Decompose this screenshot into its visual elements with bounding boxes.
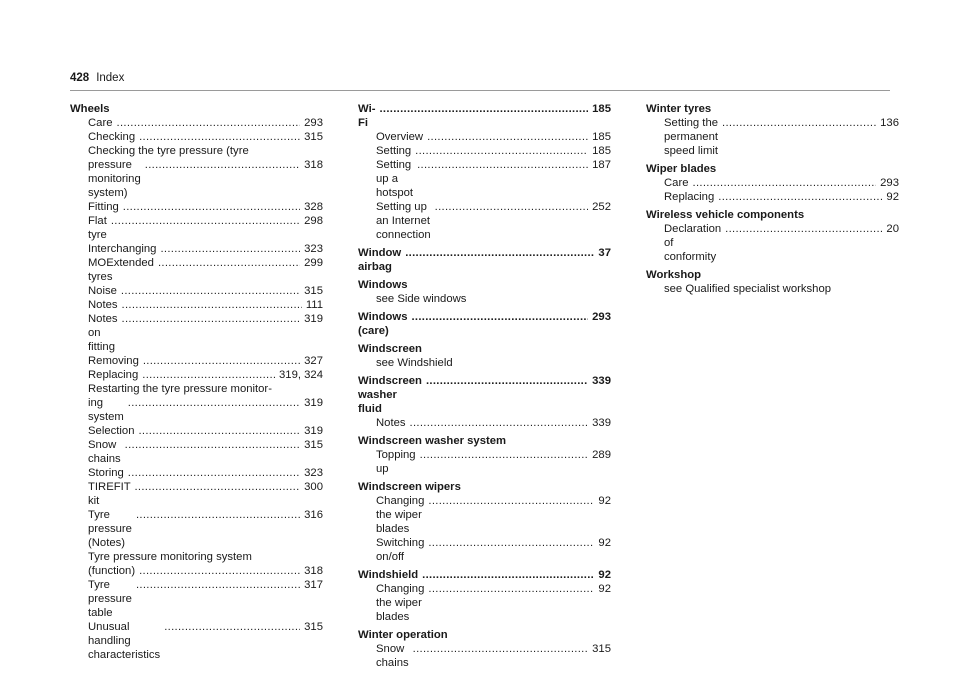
page-reference: 252 bbox=[592, 201, 611, 213]
subentry-text: ing system bbox=[88, 397, 124, 423]
index-entry-title bbox=[358, 568, 611, 582]
entry-title-text: Windscreen wipers bbox=[358, 481, 461, 493]
dot-leader bbox=[123, 200, 300, 214]
dot-leader bbox=[138, 424, 300, 438]
subentry-text: Overview bbox=[376, 131, 424, 143]
page-reference: 318 bbox=[304, 159, 323, 171]
subentry-text: Noise bbox=[88, 285, 117, 297]
subentry-text: Snow chains bbox=[376, 643, 409, 669]
subentry-text: Flat tyre bbox=[88, 215, 107, 241]
index-subentry bbox=[70, 396, 323, 424]
dot-leader bbox=[426, 374, 588, 388]
index-entry bbox=[358, 278, 611, 306]
dot-leader bbox=[136, 578, 300, 592]
subentry-text: Restarting the tyre pressure monitor- bbox=[88, 383, 272, 395]
index-subentry bbox=[358, 416, 611, 430]
index-columns bbox=[70, 102, 899, 674]
index-entry-title bbox=[358, 102, 611, 130]
page-reference: 187 bbox=[592, 159, 611, 171]
subentry-text: Setting bbox=[376, 145, 412, 157]
subentry-text: Care bbox=[664, 177, 689, 189]
page-reference: 92 bbox=[598, 583, 611, 595]
page-reference: 339 bbox=[592, 417, 611, 429]
entry-title-text: Windscreen washer fluid bbox=[358, 375, 422, 415]
index-subentry bbox=[70, 424, 323, 438]
subentry-text: Setting up a hotspot bbox=[376, 159, 414, 199]
entry-title-text: Workshop bbox=[646, 269, 702, 281]
entry-title-text: Wi-Fi bbox=[358, 103, 376, 129]
index-subentry bbox=[70, 550, 323, 564]
page-reference: 185 bbox=[592, 103, 611, 115]
page-reference: 323 bbox=[304, 243, 323, 255]
page-reference: 185 bbox=[592, 131, 611, 143]
dot-leader bbox=[411, 310, 588, 324]
subentry-text: pressure monitoring system) bbox=[88, 159, 141, 199]
index-entry-title bbox=[358, 342, 611, 356]
page-reference: 293 bbox=[304, 117, 323, 129]
index-subentry bbox=[70, 116, 323, 130]
subentry-text: MOExtended tyres bbox=[88, 257, 154, 283]
dot-leader bbox=[125, 438, 300, 452]
index-subentry bbox=[70, 256, 323, 284]
index-subentry bbox=[358, 144, 611, 158]
index-subentry bbox=[358, 200, 611, 242]
subentry-text: Tyre pressure table bbox=[88, 579, 132, 619]
dot-leader bbox=[139, 130, 300, 144]
subentry-text: Care bbox=[88, 117, 113, 129]
page-reference: 315 bbox=[304, 131, 323, 143]
page-reference: 323 bbox=[304, 467, 323, 479]
index-entry bbox=[358, 342, 611, 370]
subentry-text: Setting up an Internet connection bbox=[376, 201, 431, 241]
subentry-text: see Windshield bbox=[376, 357, 453, 369]
page-reference: 298 bbox=[304, 215, 323, 227]
page-reference: 92 bbox=[598, 537, 611, 549]
index-entry bbox=[358, 480, 611, 564]
dot-leader bbox=[722, 116, 876, 130]
subentry-text: Replacing bbox=[88, 369, 139, 381]
subentry-text: Changing the wiper blades bbox=[376, 583, 425, 623]
index-entry-title bbox=[646, 102, 899, 116]
index-subentry bbox=[646, 116, 899, 158]
index-subentry bbox=[70, 158, 323, 200]
dot-leader bbox=[139, 564, 300, 578]
index-subentry bbox=[358, 536, 611, 564]
page-reference: 318 bbox=[304, 565, 323, 577]
index-entry bbox=[358, 102, 611, 242]
dot-leader bbox=[128, 466, 300, 480]
dot-leader bbox=[136, 508, 300, 522]
index-subentry bbox=[646, 190, 899, 204]
index-entry-title bbox=[70, 102, 323, 116]
index-subentry bbox=[358, 642, 611, 670]
subentry-text: Switching on/off bbox=[376, 537, 425, 563]
page-reference: 317 bbox=[304, 579, 323, 591]
index-subentry bbox=[70, 242, 323, 256]
dot-leader bbox=[725, 222, 882, 236]
index-subentry bbox=[70, 200, 323, 214]
page-reference: 315 bbox=[592, 643, 611, 655]
dot-leader bbox=[415, 144, 588, 158]
entry-title-text: Windows (care) bbox=[358, 311, 408, 337]
index-entry bbox=[70, 102, 323, 662]
page-reference: 111 bbox=[305, 299, 323, 311]
dot-leader bbox=[164, 620, 300, 634]
dot-leader bbox=[422, 568, 594, 582]
dot-leader bbox=[142, 368, 275, 382]
page-reference: 316 bbox=[304, 509, 323, 521]
subentry-text: (function) bbox=[88, 565, 136, 577]
index-entry-title bbox=[358, 278, 611, 292]
index-entry-title bbox=[358, 434, 611, 448]
subentry-text: Tyre pressure (Notes) bbox=[88, 509, 132, 549]
index-subentry bbox=[358, 356, 611, 370]
dot-leader bbox=[128, 396, 300, 410]
subentry-text: Interchanging bbox=[88, 243, 157, 255]
dot-leader bbox=[134, 480, 300, 494]
index-subentry bbox=[70, 368, 323, 382]
index-subentry bbox=[358, 292, 611, 306]
subentry-text: Declaration of conformity bbox=[664, 223, 722, 263]
index-entry-title bbox=[646, 208, 899, 222]
page-reference: 185 bbox=[592, 145, 611, 157]
entry-title-text: Winter tyres bbox=[646, 103, 712, 115]
entry-title-text: Windscreen washer system bbox=[358, 435, 507, 447]
page-title: Index bbox=[96, 72, 125, 84]
dot-leader bbox=[718, 190, 882, 204]
page-reference: 299 bbox=[304, 257, 323, 269]
entry-title-text: Windscreen bbox=[358, 343, 422, 355]
entry-title-text: Window airbag bbox=[358, 247, 402, 273]
page-reference: 319 bbox=[304, 425, 323, 437]
dot-leader bbox=[428, 494, 594, 508]
dot-leader bbox=[693, 176, 877, 190]
page-reference: 92 bbox=[598, 569, 611, 581]
index-entry-title bbox=[358, 374, 611, 416]
dot-leader bbox=[413, 642, 588, 656]
page-reference: 136 bbox=[880, 117, 899, 129]
dot-leader bbox=[410, 416, 589, 430]
subentry-text: Topping up bbox=[376, 449, 416, 475]
index-column-2 bbox=[358, 102, 611, 674]
page-reference: 300 bbox=[304, 481, 323, 493]
index-subentry bbox=[70, 620, 323, 662]
page-reference: 319 bbox=[304, 313, 323, 325]
index-subentry bbox=[70, 312, 323, 354]
index-entry bbox=[646, 208, 899, 264]
subentry-text: Snow chains bbox=[88, 439, 121, 465]
index-subentry bbox=[70, 564, 323, 578]
index-entry bbox=[646, 162, 899, 204]
subentry-text: Checking the tyre pressure (tyre bbox=[88, 145, 249, 157]
page-number: 428 bbox=[70, 72, 90, 84]
index-subentry bbox=[358, 448, 611, 476]
index-subentry bbox=[358, 494, 611, 536]
entry-title-text: Wheels bbox=[70, 103, 110, 115]
index-column-1 bbox=[70, 102, 323, 674]
dot-leader bbox=[160, 242, 300, 256]
dot-leader bbox=[158, 256, 300, 270]
index-subentry bbox=[70, 480, 323, 508]
index-subentry bbox=[646, 282, 899, 296]
index-subentry bbox=[70, 438, 323, 466]
page-reference: 20 bbox=[886, 223, 899, 235]
subentry-text: Notes on fitting bbox=[88, 313, 118, 353]
dot-leader bbox=[435, 200, 589, 214]
dot-leader bbox=[143, 354, 300, 368]
index-entry-title bbox=[358, 310, 611, 338]
dot-leader bbox=[427, 130, 588, 144]
index-subentry bbox=[70, 578, 323, 620]
index-subentry bbox=[358, 130, 611, 144]
subentry-text: Changing the wiper blades bbox=[376, 495, 425, 535]
dot-leader bbox=[417, 158, 588, 172]
page-header bbox=[70, 72, 124, 84]
index-entry bbox=[358, 628, 611, 670]
dot-leader bbox=[111, 214, 300, 228]
index-subentry bbox=[646, 222, 899, 264]
entry-title-text: Wireless vehicle components bbox=[646, 209, 805, 221]
subentry-text: Notes bbox=[376, 417, 406, 429]
subentry-text: Selection bbox=[88, 425, 135, 437]
entry-title-text: Windows bbox=[358, 279, 408, 291]
index-entry-title bbox=[646, 268, 899, 282]
index-entry bbox=[358, 434, 611, 476]
subentry-text: Setting the permanent speed limit bbox=[664, 117, 719, 157]
subentry-text: Checking bbox=[88, 131, 136, 143]
page-reference: 315 bbox=[304, 621, 323, 633]
page-reference: 315 bbox=[304, 285, 323, 297]
subentry-text: see Qualified specialist workshop bbox=[664, 283, 832, 295]
index-entry bbox=[358, 310, 611, 338]
index-column-3 bbox=[646, 102, 899, 674]
page-reference: 293 bbox=[880, 177, 899, 189]
dot-leader bbox=[121, 284, 300, 298]
page-reference: 319 bbox=[304, 397, 323, 409]
index-entry bbox=[358, 246, 611, 274]
index-entry bbox=[358, 568, 611, 624]
subentry-text: Notes bbox=[88, 299, 118, 311]
dot-leader bbox=[420, 448, 589, 462]
index-subentry bbox=[358, 582, 611, 624]
index-entry-title bbox=[646, 162, 899, 176]
page-reference: 315 bbox=[304, 439, 323, 451]
index-subentry bbox=[358, 158, 611, 200]
page-reference: 37 bbox=[598, 247, 611, 259]
dot-leader bbox=[117, 116, 301, 130]
page-reference: 92 bbox=[598, 495, 611, 507]
entry-title-text: Wiper blades bbox=[646, 163, 717, 175]
index-entry bbox=[646, 102, 899, 158]
dot-leader bbox=[379, 102, 588, 116]
index-entry bbox=[646, 268, 899, 296]
index-subentry bbox=[70, 466, 323, 480]
dot-leader bbox=[428, 582, 594, 596]
subentry-text: Fitting bbox=[88, 201, 119, 213]
page-reference: 319, 324 bbox=[279, 369, 323, 381]
subentry-text: TIREFIT kit bbox=[88, 481, 131, 507]
index-subentry bbox=[70, 130, 323, 144]
page-reference: 293 bbox=[592, 311, 611, 323]
header-rule bbox=[70, 90, 890, 91]
index-entry-title bbox=[358, 480, 611, 494]
page-reference: 339 bbox=[592, 375, 611, 387]
index-entry-title bbox=[358, 628, 611, 642]
index-subentry bbox=[646, 176, 899, 190]
subentry-text: Removing bbox=[88, 355, 139, 367]
subentry-text: see Side windows bbox=[376, 293, 467, 305]
page-reference: 328 bbox=[304, 201, 323, 213]
subentry-text: Storing bbox=[88, 467, 124, 479]
page-reference: 327 bbox=[304, 355, 323, 367]
index-subentry bbox=[70, 144, 323, 158]
entry-title-text: Winter operation bbox=[358, 629, 448, 641]
index-subentry bbox=[70, 298, 323, 312]
entry-title-text: Windshield bbox=[358, 569, 419, 581]
index-subentry bbox=[70, 284, 323, 298]
dot-leader bbox=[428, 536, 594, 550]
subentry-text: Replacing bbox=[664, 191, 715, 203]
subentry-text: Tyre pressure monitoring system bbox=[88, 551, 252, 563]
index-entry bbox=[358, 374, 611, 430]
index-subentry bbox=[70, 382, 323, 396]
dot-leader bbox=[405, 246, 594, 260]
dot-leader bbox=[122, 298, 302, 312]
index-subentry bbox=[70, 214, 323, 242]
page-reference: 289 bbox=[592, 449, 611, 461]
index-subentry bbox=[70, 508, 323, 550]
dot-leader bbox=[145, 158, 300, 172]
subentry-text: Unusual handling characteristics bbox=[88, 621, 161, 661]
page-reference: 92 bbox=[886, 191, 899, 203]
index-entry-title bbox=[358, 246, 611, 274]
dot-leader bbox=[122, 312, 301, 326]
index-subentry bbox=[70, 354, 323, 368]
